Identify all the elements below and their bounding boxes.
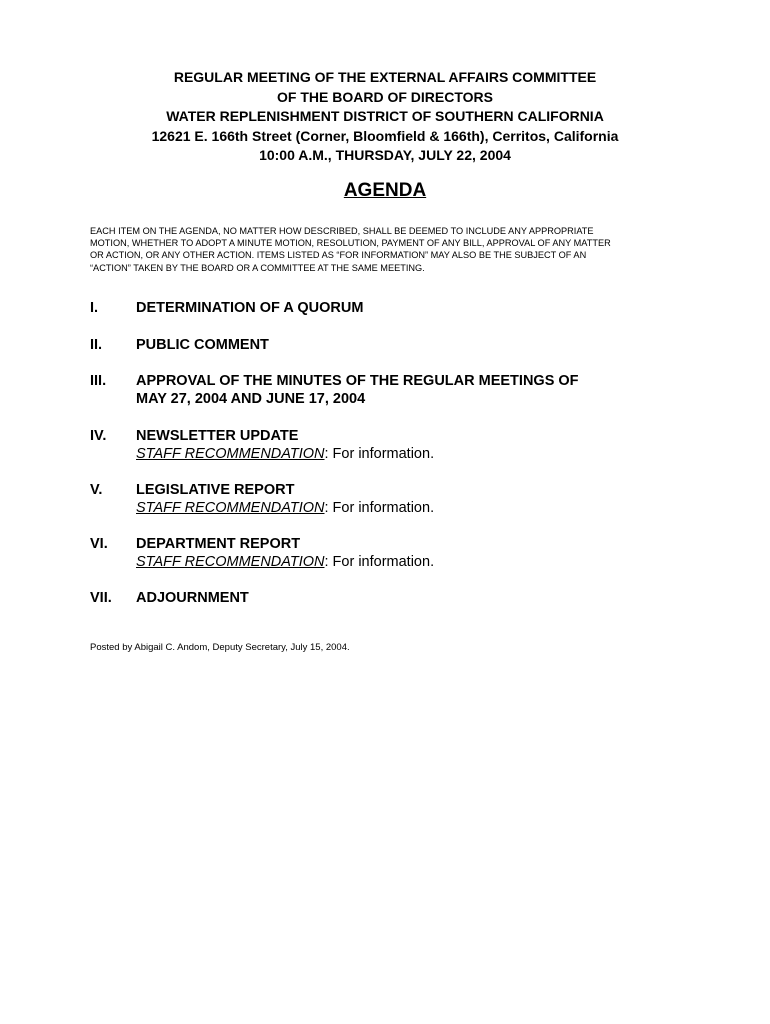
item-title: PUBLIC COMMENT: [136, 337, 269, 353]
staff-recommendation: [136, 499, 726, 517]
agenda-disclaimer: [90, 225, 690, 274]
item-number: II.: [90, 337, 103, 353]
staff-recommendation-label: STAFF RECOMMENDATION: [136, 554, 325, 570]
item-number: IV.: [90, 428, 107, 444]
item-title: ADJOURNMENT: [136, 590, 249, 606]
item-number: V.: [90, 482, 103, 498]
meeting-header: [60, 68, 710, 166]
item-title: LEGISLATIVE REPORT: [136, 482, 295, 498]
staff-recommendation-text: : For information.: [324, 500, 435, 516]
item-number: VI.: [90, 536, 108, 552]
item-body: [136, 427, 726, 463]
staff-recommendation: [136, 553, 726, 571]
agenda-title: AGENDA: [343, 180, 427, 201]
item-title: APPROVAL OF THE MINUTES OF THE REGULAR MEETINGS OF: [136, 373, 579, 389]
item-number: VII.: [90, 590, 112, 606]
item-body: [136, 299, 726, 317]
header-line: 12621 E. 166th Street (Corner, Bloomfield & 166th), Cerritos, California: [151, 127, 619, 144]
item-title: DEPARTMENT REPORT: [136, 536, 301, 552]
disclaimer-line: “ACTION” TAKEN BY THE BOARD OR A COMMITTEE AT THE SAME MEETING.: [90, 262, 425, 273]
staff-recommendation-label: STAFF RECOMMENDATION: [136, 446, 325, 462]
header-line: 10:00 A.M., THURSDAY, JULY 22, 2004: [259, 147, 511, 163]
staff-recommendation-text: : For information.: [324, 554, 435, 570]
item-number: I.: [90, 300, 99, 316]
item-body: [136, 481, 726, 517]
item-body: [136, 535, 726, 571]
item-number: III.: [90, 373, 107, 389]
item-title: NEWSLETTER UPDATE: [136, 428, 299, 444]
item-body: [136, 589, 726, 607]
header-line: OF THE BOARD OF DIRECTORS: [277, 88, 493, 105]
item-title: DETERMINATION OF A QUORUM: [136, 300, 364, 316]
disclaimer-line: EACH ITEM ON THE AGENDA, NO MATTER HOW DESCRIBED, SHALL BE DEEMED TO INCLUDE ANY APPROPRIATE: [90, 226, 594, 236]
item-title: MAY 27, 2004 AND JUNE 17, 2004: [136, 391, 366, 407]
disclaimer-line: MOTION, WHETHER TO ADOPT A MINUTE MOTION, RESOLUTION, PAYMENT OF ANY BILL, APPROVAL OF ANY MATTER: [90, 238, 611, 249]
posted-by-note: Posted by Abigail C. Andom, Deputy Secretary, July 15, 2004.: [90, 642, 350, 653]
item-body: [136, 336, 726, 354]
header-line: REGULAR MEETING OF THE EXTERNAL AFFAIRS COMMITTEE: [173, 69, 597, 85]
item-body: [136, 372, 726, 408]
staff-recommendation-label: STAFF RECOMMENDATION: [136, 500, 325, 516]
header-line: WATER REPLENISHMENT DISTRICT OF SOUTHERN CALIFORNIA: [166, 108, 604, 124]
disclaimer-line: OR ACTION, OR ANY OTHER ACTION. ITEMS LISTED AS “FOR INFORMATION” MAY ALSO BE THE SUBJECT OF AN: [90, 250, 587, 261]
staff-recommendation-text: : For information.: [324, 446, 435, 462]
staff-recommendation: [136, 445, 726, 463]
